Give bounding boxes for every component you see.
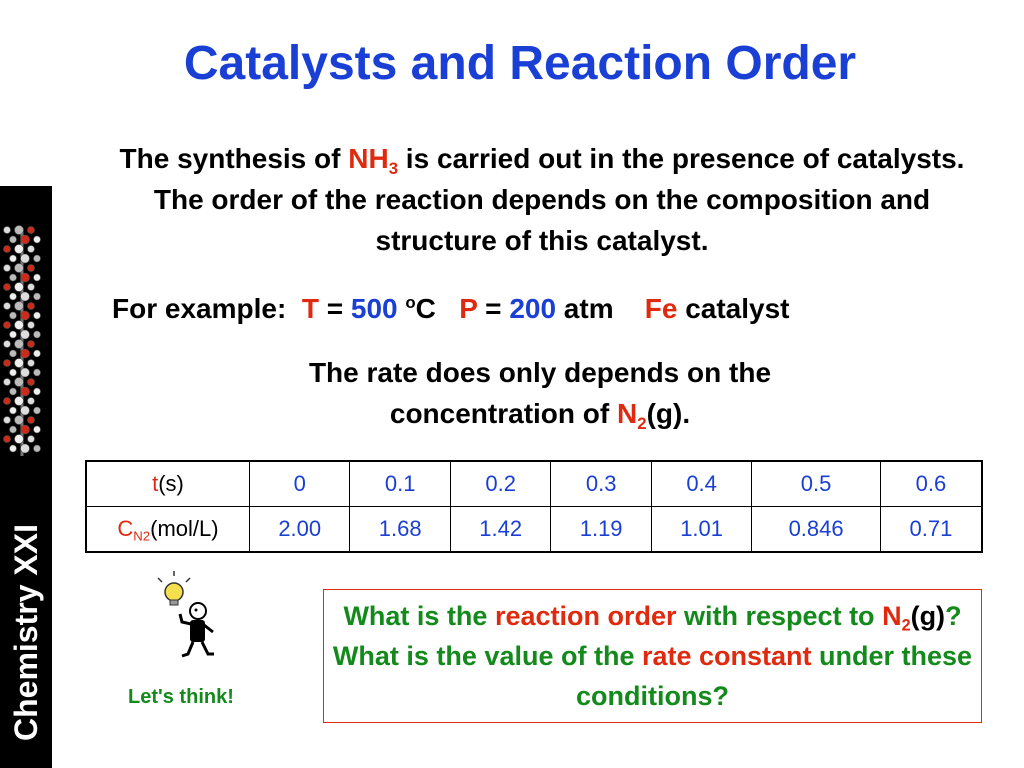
equals-sign-2: = bbox=[477, 293, 510, 324]
molecule-atom bbox=[34, 274, 41, 281]
molecule-atom bbox=[28, 227, 35, 234]
molecule-atom bbox=[34, 255, 41, 262]
molecule-atom bbox=[28, 246, 35, 253]
molecule-atom bbox=[15, 435, 24, 444]
molecule-atom bbox=[21, 254, 30, 263]
molecule-atom bbox=[10, 331, 17, 338]
question-box bbox=[323, 589, 982, 723]
molecule-atom bbox=[10, 312, 17, 319]
kinetics-table bbox=[85, 460, 983, 553]
molecule-atom bbox=[21, 425, 30, 434]
time-cell: 0.5 bbox=[752, 461, 881, 507]
rate-species bbox=[617, 398, 647, 433]
molecule-atom bbox=[4, 379, 11, 386]
molecule-atom bbox=[34, 312, 41, 319]
molecule-atom bbox=[21, 406, 30, 415]
intro-text-1: The synthesis of bbox=[119, 143, 349, 174]
molecule-atom bbox=[15, 359, 24, 368]
molecule-atom bbox=[4, 265, 11, 272]
temperature-symbol: T bbox=[301, 293, 319, 324]
molecule-atom bbox=[4, 303, 11, 310]
time-cell: 0.6 bbox=[880, 461, 982, 507]
equals-sign-1: = bbox=[318, 293, 351, 324]
molecule-atom bbox=[15, 378, 24, 387]
concentration-cell: 1.19 bbox=[551, 507, 651, 553]
concentration-cell: 1.01 bbox=[651, 507, 751, 553]
molecule-atom bbox=[10, 255, 17, 262]
concentration-header-subscript: N2 bbox=[133, 528, 151, 544]
rate-text-2: (g). bbox=[646, 398, 691, 429]
question-species bbox=[882, 601, 911, 635]
molecule-atom bbox=[4, 398, 11, 405]
molecule-atom bbox=[21, 387, 30, 396]
molecule-atom bbox=[10, 274, 17, 281]
page-title: Catalysts and Reaction Order bbox=[183, 37, 857, 90]
molecule-atom bbox=[21, 311, 30, 320]
intro-species-subscript: 3 bbox=[388, 158, 399, 178]
molecule-atom bbox=[10, 350, 17, 357]
molecule-atom bbox=[15, 264, 24, 273]
concentration-header-symbol: C bbox=[117, 516, 134, 541]
pressure-unit: atm bbox=[556, 293, 614, 324]
molecule-atom bbox=[34, 426, 41, 433]
molecule-atom bbox=[34, 407, 41, 414]
molecule-atom bbox=[10, 293, 17, 300]
intro-species bbox=[348, 143, 399, 178]
rate-species-main: N bbox=[617, 398, 638, 429]
molecule-atom bbox=[4, 341, 11, 348]
molecule-atom bbox=[34, 331, 41, 338]
molecule-atom bbox=[21, 349, 30, 358]
molecule-atom bbox=[21, 368, 30, 377]
question-species-phase: (g) bbox=[910, 601, 946, 631]
molecule-atom bbox=[15, 283, 24, 292]
molecule-atom bbox=[28, 284, 35, 291]
example-lead: For example: bbox=[112, 293, 287, 324]
molecule-atom bbox=[28, 265, 35, 272]
time-cell: 0.1 bbox=[350, 461, 450, 507]
example-line bbox=[112, 291, 790, 327]
table-row-time bbox=[86, 461, 982, 507]
rate-statement bbox=[230, 352, 850, 434]
molecule-atom bbox=[10, 407, 17, 414]
table-row-concentration bbox=[86, 507, 982, 553]
time-header-unit: (s) bbox=[158, 471, 184, 496]
concentration-cell: 0.71 bbox=[880, 507, 982, 553]
molecule-atom bbox=[15, 321, 24, 330]
molecule-model-icon bbox=[0, 222, 52, 462]
molecule-atom bbox=[21, 273, 30, 282]
concentration-header-cell bbox=[86, 507, 250, 553]
molecule-atom bbox=[10, 388, 17, 395]
molecule-atom bbox=[28, 398, 35, 405]
molecule-atom bbox=[10, 369, 17, 376]
question-text-2: with respect to bbox=[676, 601, 883, 631]
rate-species-subscript: 2 bbox=[637, 413, 647, 433]
molecule-atom bbox=[34, 445, 41, 452]
question-text-4: under these conditions? bbox=[576, 641, 973, 711]
molecule-atom bbox=[4, 436, 11, 443]
temperature-unit: C bbox=[415, 293, 436, 324]
question-species-subscript: 2 bbox=[901, 616, 911, 635]
molecule-atom bbox=[34, 388, 41, 395]
molecule-atom bbox=[15, 302, 24, 311]
molecule-atom bbox=[4, 417, 11, 424]
molecule-atom bbox=[4, 322, 11, 329]
molecule-atom bbox=[28, 341, 35, 348]
catalyst-word: catalyst bbox=[677, 293, 790, 324]
molecule-atom bbox=[28, 360, 35, 367]
temperature-value: 500 bbox=[350, 293, 398, 324]
degree-superscript: o bbox=[405, 292, 416, 312]
molecule-atom bbox=[28, 322, 35, 329]
concentration-cell: 1.42 bbox=[450, 507, 550, 553]
time-header-symbol: t bbox=[152, 471, 159, 496]
question-text-1: What is the bbox=[343, 601, 495, 631]
molecule-atom bbox=[4, 246, 11, 253]
molecule-atom bbox=[28, 379, 35, 386]
molecule-atom bbox=[34, 350, 41, 357]
time-cell: 0.3 bbox=[551, 461, 651, 507]
molecule-atom bbox=[4, 227, 11, 234]
molecule-atom bbox=[10, 445, 17, 452]
molecule-atom bbox=[28, 436, 35, 443]
molecule-atom bbox=[34, 236, 41, 243]
concentration-header-unit: (mol/L) bbox=[150, 516, 219, 541]
concentration-cell: 0.846 bbox=[752, 507, 881, 553]
time-cell: 0.2 bbox=[450, 461, 550, 507]
concentration-cell: 2.00 bbox=[250, 507, 350, 553]
molecule-atom bbox=[21, 444, 30, 453]
time-cell: 0 bbox=[250, 461, 350, 507]
molecule-atom bbox=[10, 426, 17, 433]
molecule-atom bbox=[21, 235, 30, 244]
intro-paragraph bbox=[112, 138, 972, 261]
catalyst-symbol: Fe bbox=[644, 293, 678, 324]
concentration-cell: 1.68 bbox=[350, 507, 450, 553]
molecule-atom bbox=[4, 360, 11, 367]
sidebar-label: Chemistry XXI bbox=[8, 524, 44, 741]
molecule-atom bbox=[28, 417, 35, 424]
molecule-atom bbox=[10, 236, 17, 243]
think-label: Let's think! bbox=[128, 686, 234, 708]
molecule-atom bbox=[34, 293, 41, 300]
rate-text-1: The rate does only depends on the concentration of bbox=[308, 357, 772, 429]
question-highlight-rate-constant: rate constant bbox=[641, 641, 812, 671]
molecule-atom bbox=[15, 340, 24, 349]
molecule-atom bbox=[15, 397, 24, 406]
intro-species-main: NH bbox=[348, 143, 389, 174]
question-text-3: ? What is the value of the bbox=[332, 601, 962, 671]
molecule-atom bbox=[21, 292, 30, 301]
molecule-atom bbox=[34, 369, 41, 376]
molecule-atom bbox=[15, 245, 24, 254]
question-highlight-order: reaction order bbox=[494, 601, 677, 631]
pressure-value: 200 bbox=[509, 293, 557, 324]
molecule-atom bbox=[15, 226, 24, 235]
time-cell: 0.4 bbox=[651, 461, 751, 507]
question-species-main: N bbox=[882, 601, 902, 631]
molecule-atom bbox=[4, 284, 11, 291]
intro-text-2: is carried out in the presence of catalysts. The order of the reaction depends on the composition and structure of this catalyst. bbox=[153, 143, 965, 256]
molecule-atom bbox=[28, 303, 35, 310]
molecule-atom bbox=[15, 416, 24, 425]
time-header-cell bbox=[86, 461, 250, 507]
molecule-atom bbox=[21, 330, 30, 339]
thinking-person-icon bbox=[150, 568, 230, 668]
pressure-symbol: P bbox=[459, 293, 478, 324]
